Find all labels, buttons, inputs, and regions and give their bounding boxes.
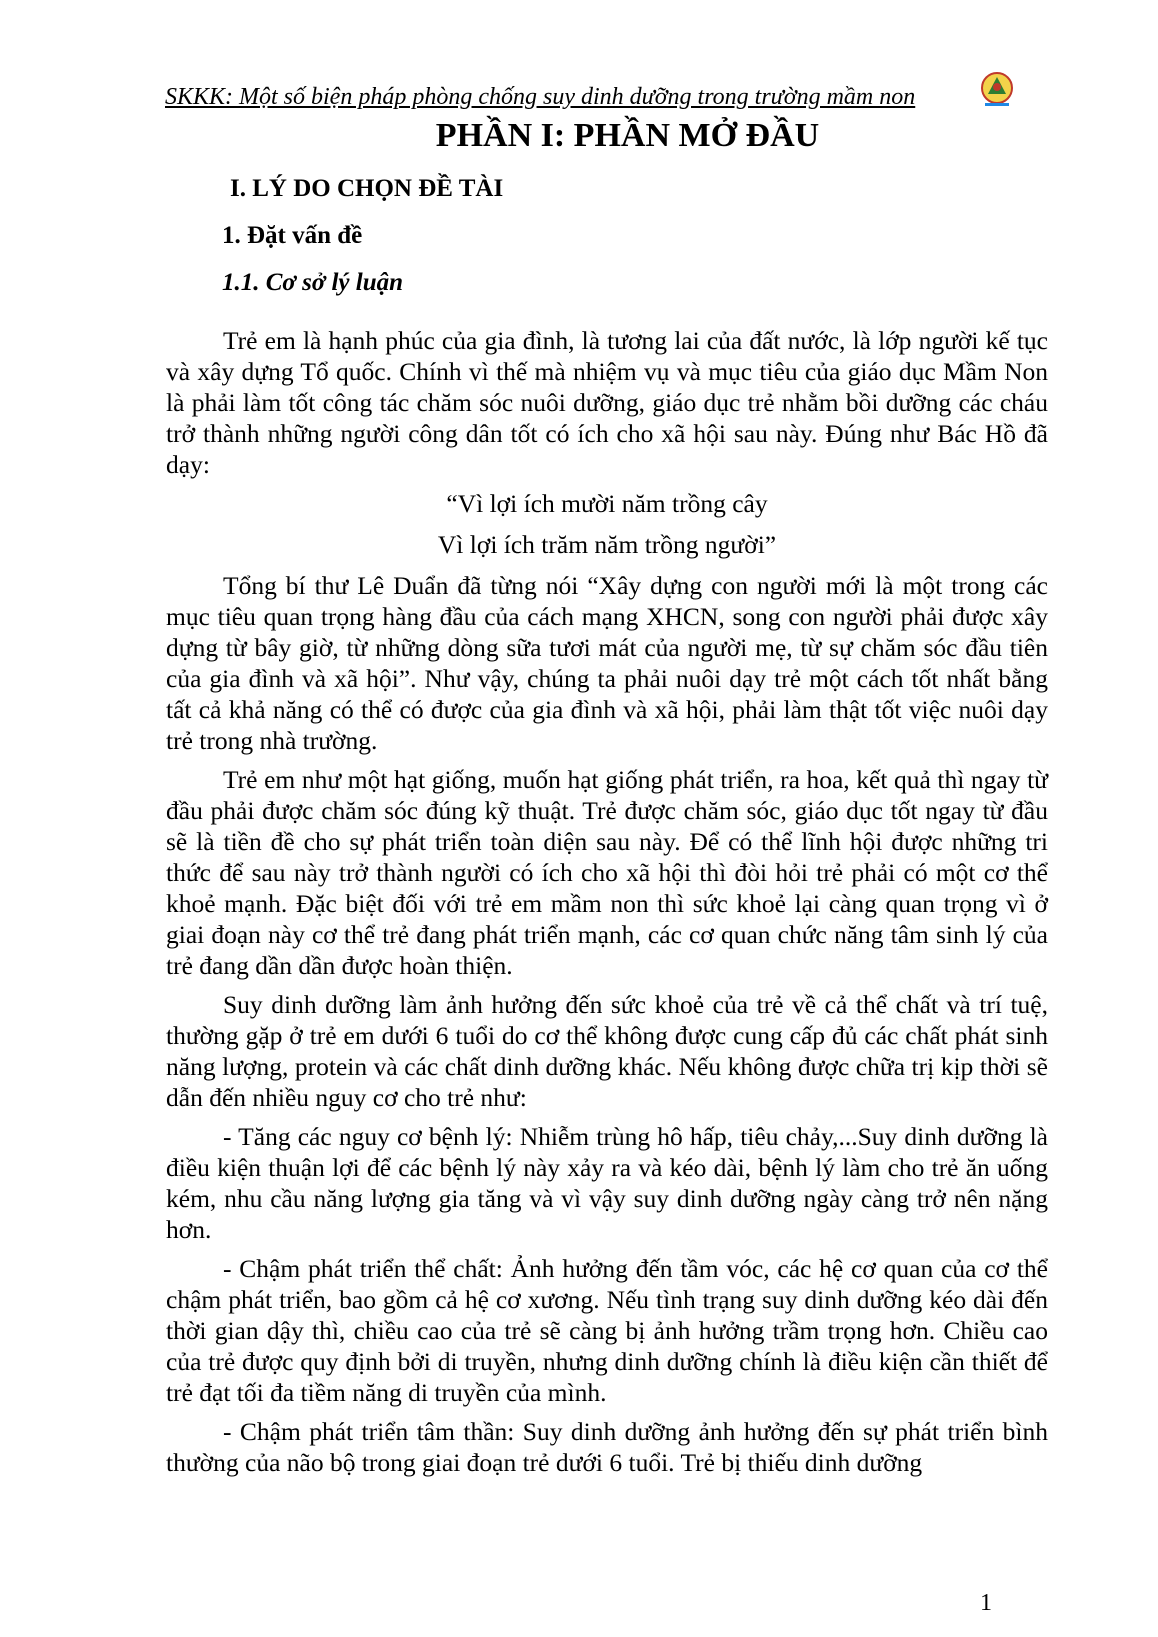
subsubsection-heading: 1.1. Cơ sở lý luận — [222, 269, 404, 296]
paragraph: Trẻ em là hạnh phúc của gia đình, là tương lai của đất nước, là lớp người kế tục và xây dựng Tổ quốc. Chính vì thế mà nhiệm vụ và mục tiêu của giáo dục Mầm Non là phải làm tốt công tác chăm sóc nuôi dưỡng, giáo dục trẻ nhằm bồi dưỡng các cháu trở thành những người công dân tốt có ích cho xã hội sau này. Đúng như Bác Hồ đã dạy: — [166, 326, 1048, 479]
paragraph: Suy dinh dưỡng làm ảnh hưởng đến sức khoẻ của trẻ về cả thể chất và trí tuệ, thường gặp ở trẻ em dưới 6 tuổi do cơ thể không được cung cấp đủ các chất phát sinh năng lượng, protein và các chất dinh dưỡng khác. Nếu không được chữa trị kịp thời sẽ dẫn đến nhiều nguy cơ cho trẻ như: — [166, 990, 1048, 1112]
page-header: SKKK: Một số biện pháp phòng chống suy dinh dưỡng trong trường mầm non — [165, 84, 916, 110]
paragraph: Tổng bí thư Lê Duẩn đã từng nói “Xây dựng con người mới là một trong các mục tiêu quan trọng hàng đầu của cách mạng XHCN, song con người phải được xây dựng từ bây giờ, từ những dòng sữa tươi mát của người mẹ, từ sự chăm sóc đầu tiên của gia đình và xã hội”. Như vậy, chúng ta phải nuôi dạy trẻ một cách tốt nhất bằng tất cả khả năng có thể có được của gia đình và xã hội, phải làm thật tốt việc nuôi dạy trẻ trong nhà trường. — [166, 571, 1048, 755]
list-item: - Chậm phát triển thể chất: Ảnh hưởng đến tầm vóc, các hệ cơ quan của cơ thể chậm phát triển, bao gồm cả hệ cơ xương. Nếu tình trạng suy dinh dưỡng kéo dài đến thời gian dậy thì, chiều cao của trẻ sẽ càng bị ảnh hưởng trầm trọng hơn. Chiều cao của trẻ được quy định bởi di truyền, nhưng dinh dưỡng chính là điều kiện cần thiết để trẻ đạt tối đa tiềm năng di truyền của mình. — [166, 1254, 1048, 1407]
quote-line: Vì lợi ích trăm năm trồng người” — [437, 530, 777, 559]
paragraph: Trẻ em như một hạt giống, muốn hạt giống phát triển, ra hoa, kết quả thì ngay từ đầu phải được chăm sóc đúng kỹ thuật. Trẻ được chăm sóc, giáo dục tốt ngay từ đầu sẽ là tiền đề cho sự phát triển toàn diện sau này. Để có thể lĩnh hội được những tri thức để sau này trở thành người có ích cho xã hội thì đòi hỏi trẻ phải có một cơ thể khoẻ mạnh. Đặc biệt đối với trẻ em mầm non thì sức khoẻ lại càng quan trọng vì ở giai đoạn này cơ thể trẻ đang phát triển mạnh, các cơ quan chức năng tâm sinh lý của trẻ đang dần dần được hoàn thiện. — [166, 765, 1048, 980]
school-logo-icon — [977, 70, 1017, 110]
subsection-heading: 1. Đặt vấn đề — [222, 222, 363, 249]
list-item: - Chậm phát triển tâm thần: Suy dinh dưỡng ảnh hưởng đến sự phát triển bình thường của não bộ trong giai đoạn trẻ dưới 6 tuổi. Trẻ bị thiếu dinh dưỡng — [166, 1417, 1048, 1477]
quote-line: “Vì lợi ích mười năm trồng cây — [446, 489, 768, 518]
part-title: PHẦN I: PHẦN MỞ ĐẦU — [435, 117, 820, 154]
page-number: 1 — [980, 1590, 992, 1616]
body-text — [166, 325, 1048, 1486]
section-heading: I. LÝ DO CHỌN ĐỀ TÀI — [230, 175, 504, 202]
list-item: - Tăng các nguy cơ bệnh lý: Nhiễm trùng hô hấp, tiêu chảy,...Suy dinh dưỡng là điều kiện thuận lợi để các bệnh lý này xảy ra và kéo dài, bệnh lý làm cho trẻ ăn uống kém, nhu cầu năng lượng gia tăng và vì vậy suy dinh dưỡng ngày càng trở nên nặng hơn. — [166, 1122, 1048, 1244]
